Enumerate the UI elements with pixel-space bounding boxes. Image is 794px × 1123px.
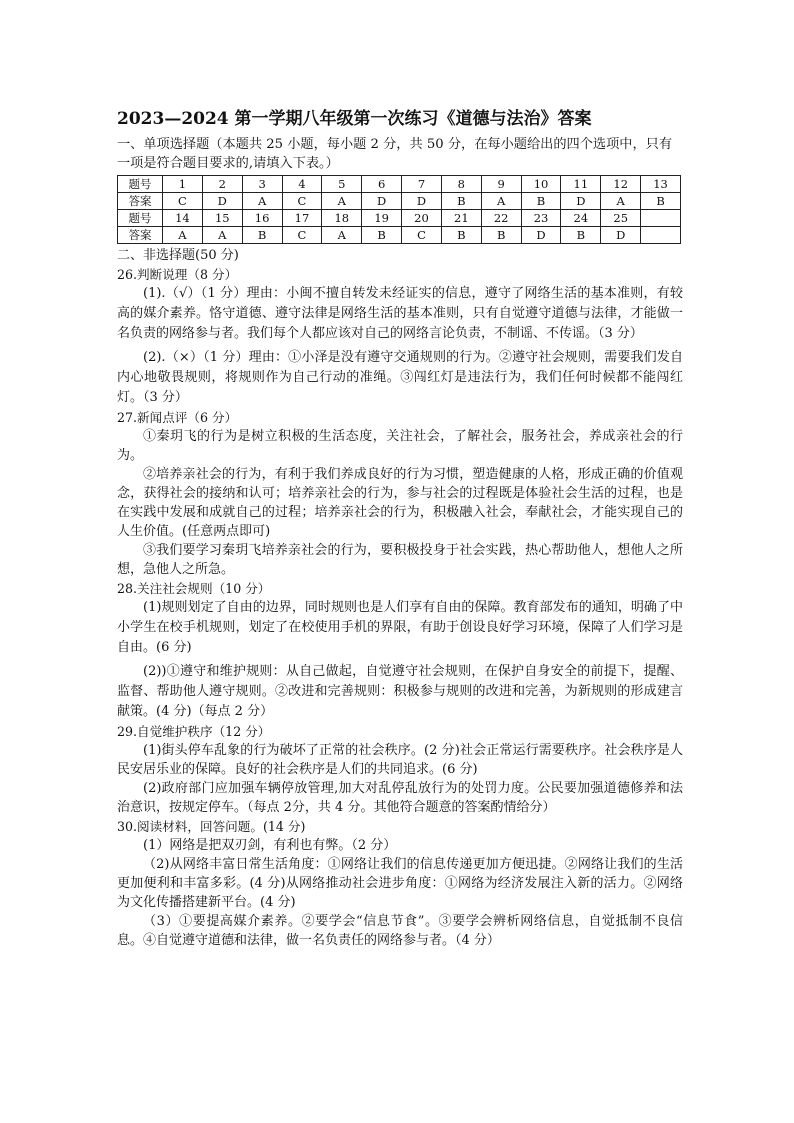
row-header-cell: 题号 bbox=[118, 176, 163, 193]
table-cell: 19 bbox=[362, 210, 402, 227]
page-title: 2023—2024 第一学期八年级第一次练习《道德与法治》答案 bbox=[117, 109, 592, 129]
table-cell: D bbox=[402, 193, 442, 210]
table-cell: A bbox=[202, 227, 242, 244]
q26-title: 26.判断说理（8 分） bbox=[117, 267, 238, 282]
table-cell: 1 bbox=[163, 176, 203, 193]
table-cell: C bbox=[402, 227, 442, 244]
table-cell: D bbox=[202, 193, 242, 210]
q29-part2: (2)政府部门应加强车辆停放管理,加大对乱停乱放行为的处罚力度。公民要加强道德修养和法治意识，按规定停车。（每点 2分，共 4 分。其他符合题意的答案酌情给分） bbox=[117, 781, 683, 815]
table-cell: B bbox=[441, 227, 481, 244]
table-row bbox=[118, 210, 681, 227]
q30-title: 30.阅读材料，回答问题。(14 分) bbox=[117, 819, 306, 834]
table-cell: 13 bbox=[641, 176, 681, 193]
table-row bbox=[118, 176, 681, 193]
table-cell: 16 bbox=[242, 210, 282, 227]
q30-part1: (1）网络是把双刃剑，有利也有弊。（2 分） bbox=[143, 838, 397, 853]
table-cell: 12 bbox=[601, 176, 641, 193]
table-cell: C bbox=[282, 227, 322, 244]
q29-title: 29.自觉维护秩序（12 分） bbox=[117, 724, 271, 739]
table-cell: 21 bbox=[441, 210, 481, 227]
q28-title: 28.关注社会规则（10 分） bbox=[117, 581, 271, 596]
table-cell: 10 bbox=[521, 176, 561, 193]
table-cell: C bbox=[282, 193, 322, 210]
section2-heading: 二、非选择题(50 分) bbox=[117, 248, 239, 263]
q29-part1: (1)街头停车乱象的行为破坏了正常的社会秩序。(2 分)社会正常运行需要秩序。社会秩序是人民安居乐业的保障。良好的社会秩序是人们的共同追求。(6 分) bbox=[117, 743, 683, 777]
table-cell: A bbox=[242, 193, 282, 210]
q30-part2: （2)从网络丰富日常生活角度：①网络让我们的信息传递更加方便迅捷。②网络让我们的生活更加便利和丰富多彩。(4 分)从网络推动社会进步角度：①网络为经济发展注入新的活力。②网络为文化传播搭建新平台。(4 分) bbox=[117, 857, 683, 910]
table-cell: A bbox=[163, 227, 203, 244]
section1-heading: 一、单项选择题（本题共 25 小题，每小题 2 分，共 50 分，在每小题给出的四个选项中，只有一项是符合题目要求的,请填入下表。） bbox=[117, 137, 673, 171]
q26-part1: (1).（√）（1 分）理由：小闽不擅自转发未经证实的信息，遵守了网络生活的基本准则，有较高的媒介素养。恪守道德、遵守法律是网络生活的基本准则，只有自觉遵守道德与法律，才能做一名负责的网络参与者。我们每个人都应该对自己的网络言论负责，不制谣、不传谣。（3 分） bbox=[117, 286, 683, 341]
table-cell: 24 bbox=[561, 210, 601, 227]
table-cell: 18 bbox=[322, 210, 362, 227]
table-cell: 15 bbox=[202, 210, 242, 227]
table-cell: D bbox=[362, 193, 402, 210]
q30-part3: （3）①要提高媒介素养。②要学会“信息节食”。③要学会辨析网络信息，自觉抵制不良信息。④自觉遵守道德和法律，做一名负责任的网络参与者。（4 分） bbox=[117, 914, 683, 948]
table-cell: 7 bbox=[402, 176, 442, 193]
table-cell: B bbox=[362, 227, 402, 244]
q28-part1: (1)规则划定了自由的边界，同时规则也是人们享有自由的保障。教育部发布的通知，明确了中小学生在校手机规则，划定了在校使用手机的界限，有助于创设良好学习环境，保障了人们学习是自由。(6 分) bbox=[117, 600, 683, 655]
row-header-cell: 答案 bbox=[118, 193, 163, 210]
table-cell bbox=[641, 210, 681, 227]
table-row bbox=[118, 227, 681, 244]
table-cell: C bbox=[163, 193, 203, 210]
table-cell: A bbox=[481, 193, 521, 210]
row-header-cell: 题号 bbox=[118, 210, 163, 227]
table-cell: 5 bbox=[322, 176, 362, 193]
table-row bbox=[118, 193, 681, 210]
table-cell: 6 bbox=[362, 176, 402, 193]
table-cell: 2 bbox=[202, 176, 242, 193]
table-cell: 4 bbox=[282, 176, 322, 193]
table-cell: B bbox=[561, 227, 601, 244]
table-cell: 8 bbox=[441, 176, 481, 193]
table-cell bbox=[641, 227, 681, 244]
table-cell: 22 bbox=[481, 210, 521, 227]
table-cell: 23 bbox=[521, 210, 561, 227]
table-cell: D bbox=[561, 193, 601, 210]
q27-point1: ①秦玥飞的行为是树立积极的生活态度，关注社会，了解社会，服务社会，养成亲社会的行为。 bbox=[117, 429, 683, 463]
table-cell: A bbox=[322, 227, 362, 244]
table-cell: A bbox=[322, 193, 362, 210]
table-cell: A bbox=[601, 193, 641, 210]
q27-point3: ③我们要学习秦玥飞培养亲社会的行为，要积极投身于社会实践，热心帮助他人，想他人之所想，急他人之所急。 bbox=[117, 543, 683, 577]
table-cell: B bbox=[481, 227, 521, 244]
table-cell: 3 bbox=[242, 176, 282, 193]
answer-sheet bbox=[117, 104, 683, 950]
table-cell: B bbox=[641, 193, 681, 210]
table-cell: B bbox=[521, 193, 561, 210]
row-header-cell: 答案 bbox=[118, 227, 163, 244]
q28-part2: (2))①遵守和维护规则：从自己做起，自觉遵守社会规则，在保护自身安全的前提下，提醒、监督、帮助他人遵守规则。②改进和完善规则：积极参与规则的改进和完善，为新规则的形成建言献策。(4 分)（每点 2 分） bbox=[117, 664, 683, 719]
table-cell: 9 bbox=[481, 176, 521, 193]
table-cell: D bbox=[521, 227, 561, 244]
table-cell: 11 bbox=[561, 176, 601, 193]
table-cell: 20 bbox=[402, 210, 442, 227]
table-cell: D bbox=[601, 227, 641, 244]
table-cell: B bbox=[242, 227, 282, 244]
table-cell: 25 bbox=[601, 210, 641, 227]
q27-point2: ②培养亲社会的行为，有利于我们养成良好的行为习惯，塑造健康的人格，形成正确的价值观念，获得社会的接纳和认可；培养亲社会的行为，参与社会的过程既是体验社会生活的过程，也是在实践中发展和成就自己的过程；培养亲社会的行为，积极融入社会，奉献社会，才能实现自己的人生价值。(任意两点即可) bbox=[117, 467, 683, 539]
answer-table bbox=[117, 175, 681, 244]
table-cell: 14 bbox=[163, 210, 203, 227]
table-cell: 17 bbox=[282, 210, 322, 227]
table-cell: B bbox=[441, 193, 481, 210]
q26-part2: (2).（×）（1 分）理由：①小泽是没有遵守交通规则的行为。②遵守社会规则，需要我们发自内心地敬畏规则，将规则作为自己行动的准绳。③闯红灯是违法行为，我们任何时候都不能闯红灯。（3 分） bbox=[117, 350, 683, 405]
q27-title: 27.新闻点评（6 分） bbox=[117, 410, 238, 425]
